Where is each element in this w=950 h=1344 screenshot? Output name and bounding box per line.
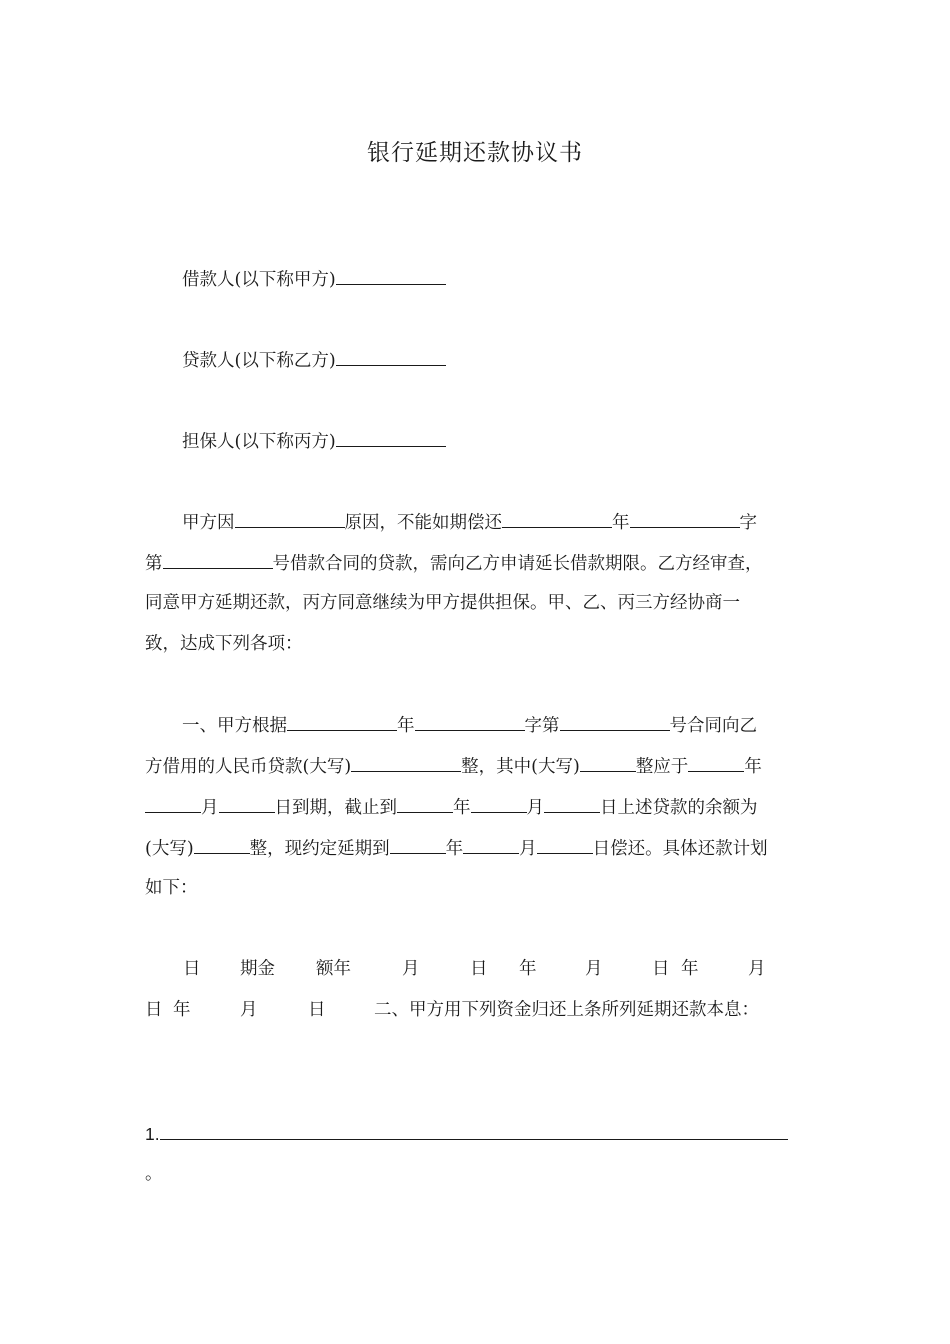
- clause1-blank: [537, 835, 593, 854]
- clause1-text: 整，其中(大写): [461, 757, 580, 777]
- guarantor-line: [182, 428, 446, 454]
- clause1-text: 一、甲方根据: [182, 716, 287, 736]
- clause1-line1: [182, 712, 757, 738]
- para1-text: 第: [145, 554, 163, 574]
- para1-text: 年: [612, 513, 630, 533]
- reason-blank: [235, 509, 345, 528]
- guarantor-label: 担保人(以下称丙方): [182, 432, 336, 452]
- schedule-cell: 年: [173, 1000, 191, 1020]
- clause1-text: 整应于: [635, 757, 689, 777]
- clause1-blank: [145, 794, 201, 813]
- item1-line: [145, 1121, 788, 1147]
- para1-text: 原因，不能如期偿还: [344, 513, 502, 533]
- clause1-text: 年: [445, 839, 464, 859]
- guarantor-blank: [336, 428, 446, 447]
- clause1-text: 整，现约定延期到: [249, 839, 390, 859]
- para1-line3: 同意甲方延期还款，丙方同意继续为甲方提供担保。甲、乙、丙三方经协商一: [145, 593, 740, 613]
- para1-line1: [182, 509, 757, 535]
- clause1-blank: [287, 712, 397, 731]
- schedule-cell: 期金: [240, 959, 275, 979]
- word-blank: [630, 509, 740, 528]
- clause1-line3: [145, 794, 758, 820]
- clause1-text: 月: [526, 798, 544, 818]
- para1-text: 号借款合同的贷款，需向乙方申请延长借款期限。乙方经审查，: [272, 554, 763, 574]
- schedule-cell: 月: [240, 1000, 258, 1020]
- para1-text: 甲方因: [182, 513, 235, 533]
- clause1-line5: 如下：: [145, 878, 198, 898]
- clause1-text: 年: [744, 757, 762, 777]
- para1-line2: [145, 550, 763, 576]
- clause1-text: (大写): [145, 839, 194, 859]
- clause1-blank: [688, 753, 744, 772]
- para1-line4: 致，达成下列各项：: [145, 634, 303, 654]
- borrower-blank: [336, 266, 446, 285]
- schedule-row2: [0, 998, 950, 1022]
- borrower-label: 借款人(以下称甲方): [182, 270, 336, 290]
- clause1-text: 年: [397, 716, 415, 736]
- schedule-cell: 月: [402, 959, 420, 979]
- clause1-line4: [145, 835, 768, 861]
- clause1-line2: [145, 753, 762, 779]
- schedule-cell: 日: [183, 959, 201, 979]
- clause1-blank: [351, 753, 461, 772]
- clause1-blank: [415, 712, 525, 731]
- lender-blank: [336, 347, 446, 366]
- clause1-text: 月: [201, 798, 219, 818]
- schedule-cell: 月: [585, 959, 603, 979]
- clause1-text: 日上述贷款的余额为: [600, 798, 758, 818]
- clause1-text: 日到期，截止到: [274, 798, 397, 818]
- year-blank: [502, 509, 612, 528]
- schedule-cell: 日: [145, 1000, 163, 1020]
- item1-end: 。: [145, 1164, 163, 1184]
- clause1-blank: [219, 794, 275, 813]
- clause1-blank: [560, 712, 670, 731]
- clause1-blank: [397, 794, 453, 813]
- clause1-text: 字第: [524, 716, 560, 736]
- borrower-line: [182, 266, 446, 292]
- lender-line: [182, 347, 446, 373]
- document-title: 银行延期还款协议书: [367, 140, 583, 166]
- clause1-text: 年: [453, 798, 471, 818]
- clause1-blank: [544, 794, 600, 813]
- lender-label: 贷款人(以下称乙方): [182, 351, 336, 371]
- clause1-blank: [194, 835, 250, 854]
- item1-number: 1.: [145, 1124, 160, 1144]
- clause1-text: 号合同向乙: [669, 716, 757, 736]
- schedule-cell: 日: [470, 959, 488, 979]
- item1-blank: [160, 1121, 788, 1140]
- clause1-blank: [580, 753, 636, 772]
- schedule-cell: 年: [681, 959, 699, 979]
- clause1-text: 月: [519, 839, 537, 859]
- clause1-text: 日偿还。具体还款计划: [592, 839, 768, 859]
- schedule-cell: 日: [308, 1000, 326, 1020]
- clause2-heading: 二、甲方用下列资金归还上条所列延期还款本息：: [374, 1000, 759, 1020]
- schedule-row1: [0, 957, 950, 981]
- clause1-blank: [463, 835, 519, 854]
- schedule-cell: 日: [652, 959, 670, 979]
- schedule-cell: 额年: [316, 959, 351, 979]
- clause1-blank: [390, 835, 446, 854]
- clause1-text: 方借用的人民币贷款(大写): [145, 757, 352, 777]
- contract-no-blank: [163, 550, 273, 569]
- schedule-cell: 月: [748, 959, 766, 979]
- clause1-blank: [471, 794, 527, 813]
- schedule-cell: 年: [519, 959, 537, 979]
- para1-text: 字: [739, 513, 757, 533]
